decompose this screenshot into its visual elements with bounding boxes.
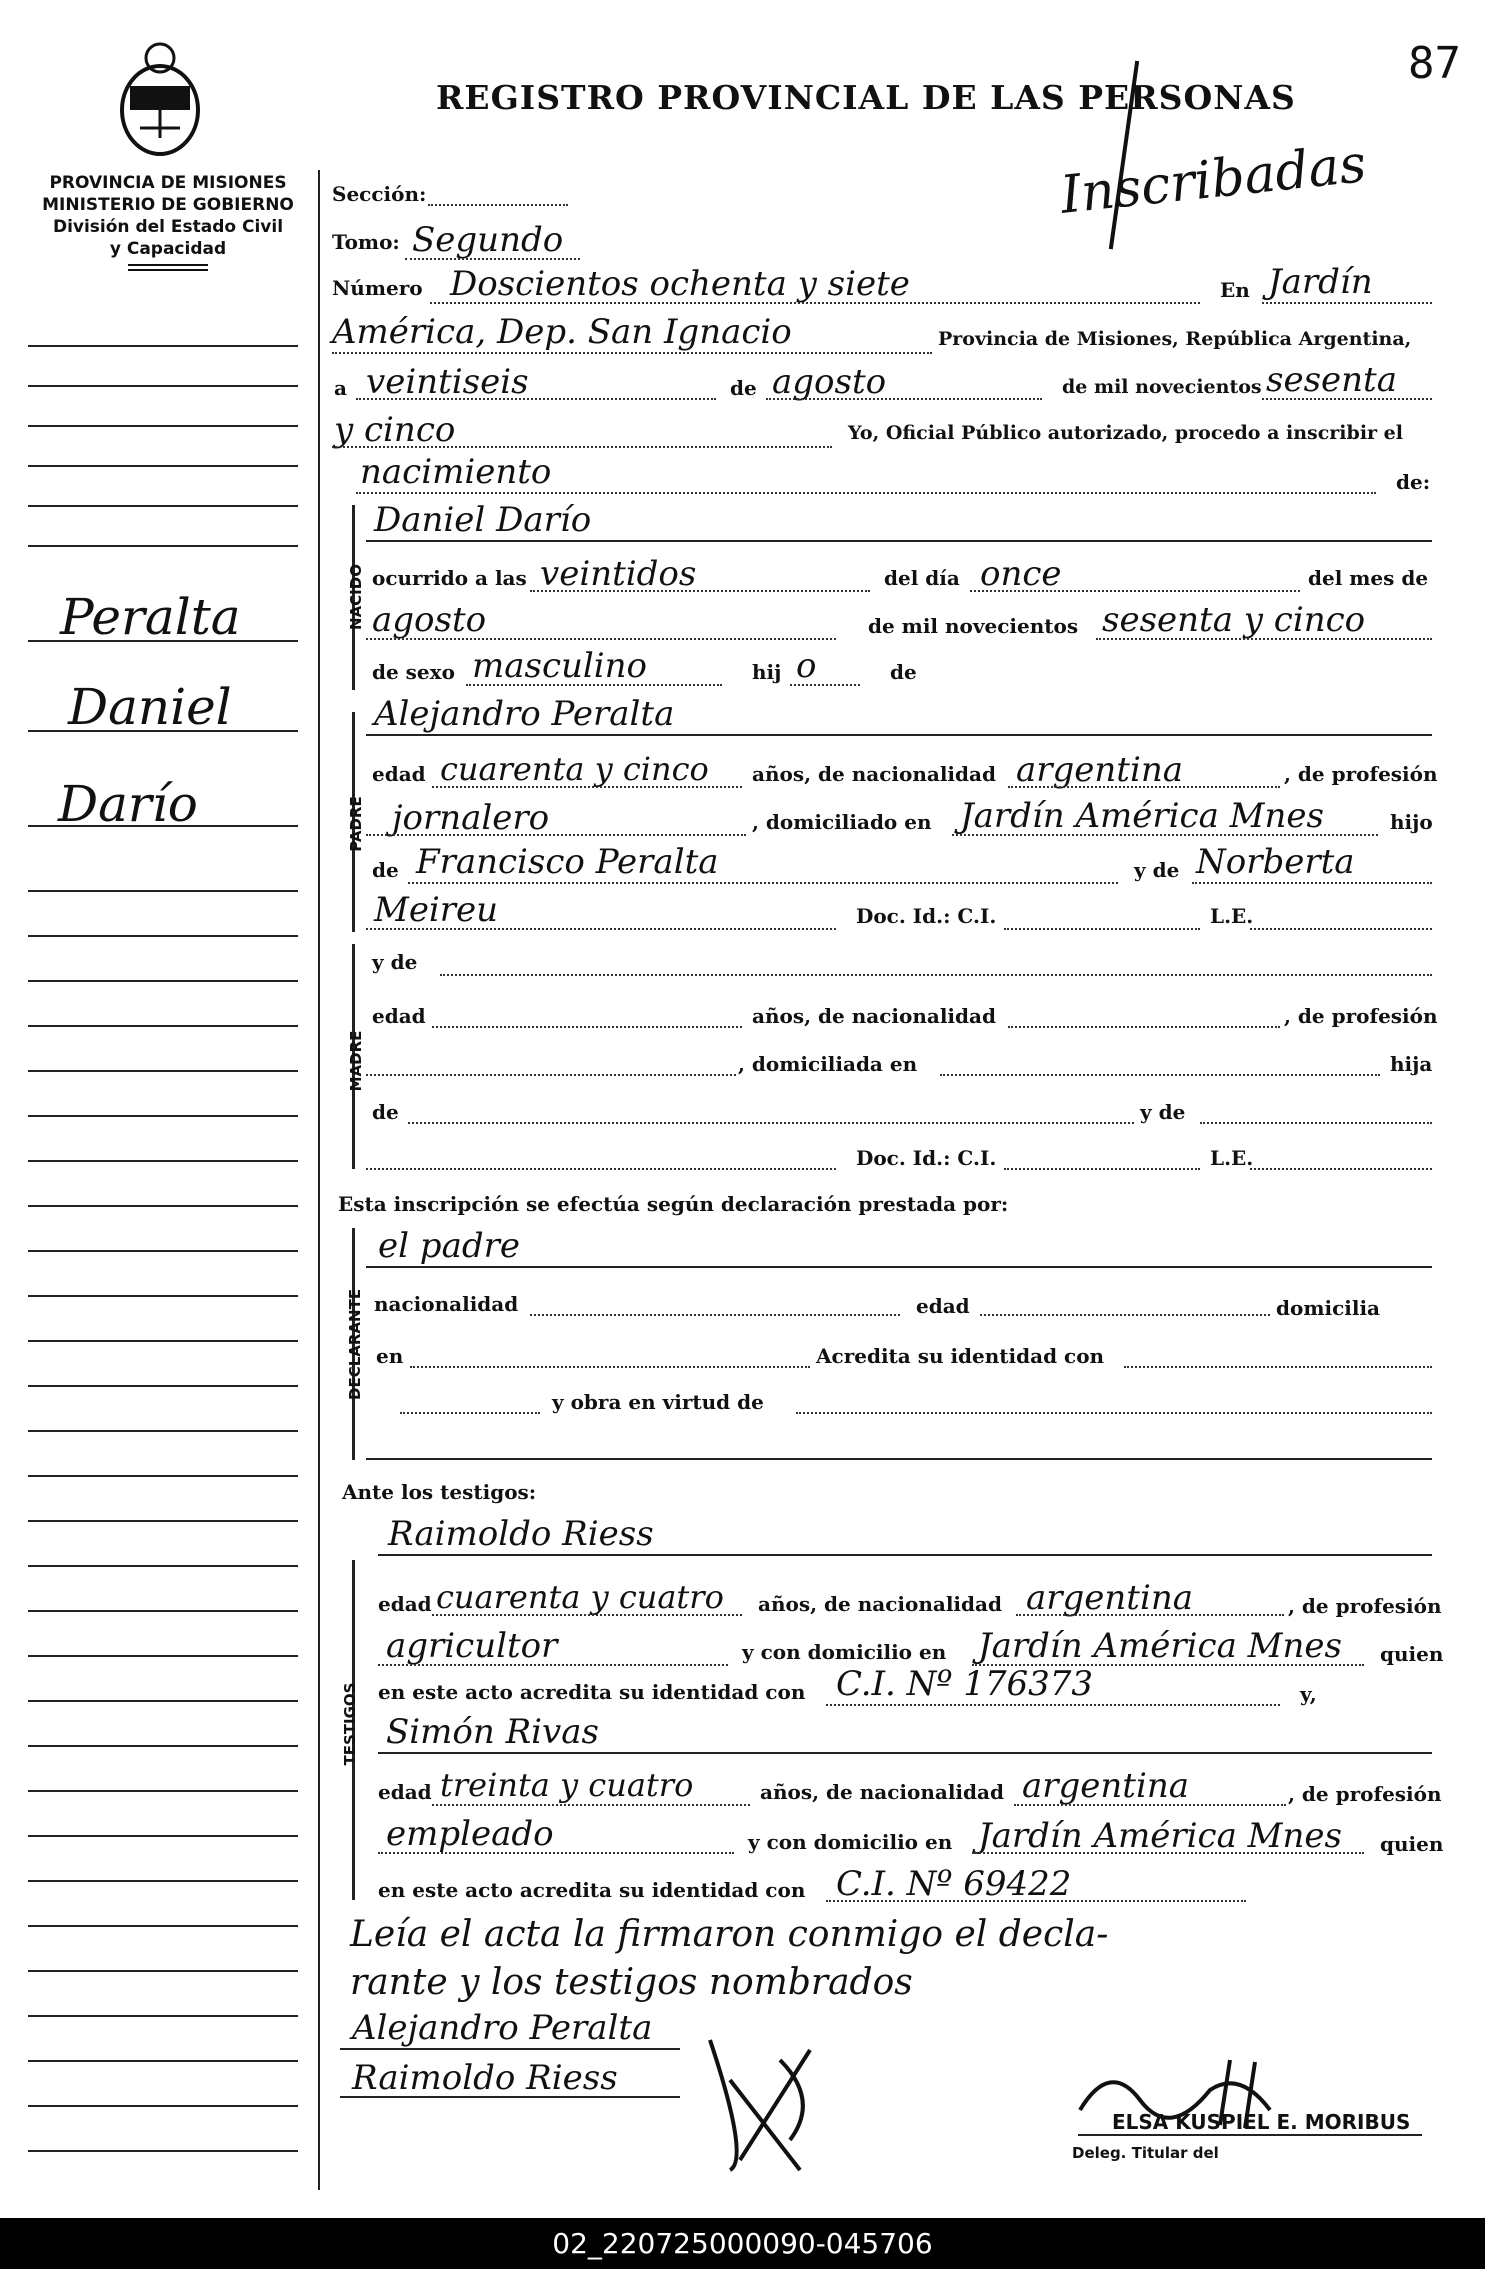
- de-label: de: [730, 376, 757, 400]
- madre-profesion-label: , de profesión: [1284, 1004, 1438, 1028]
- testigo1-domicilio-value: Jardín América Mnes: [978, 1626, 1342, 1666]
- padre-nombre-line: [366, 734, 1432, 736]
- testigo2-anios-label: años, de nacionalidad: [760, 1780, 1004, 1804]
- padre-domicilio-value: Jardín América Mnes: [960, 796, 1324, 836]
- dia-inscripcion-value: veintiseis: [366, 362, 529, 402]
- declarante-line: [366, 1266, 1432, 1268]
- signature-line-2: [340, 2096, 680, 2098]
- padre-domicilio-line: [952, 834, 1378, 836]
- header-line-1: PROVINCIA DE MISIONES: [49, 173, 287, 193]
- declarante-edad-label: edad: [916, 1294, 970, 1318]
- footer-bar: [0, 2218, 1485, 2269]
- margin-line: [28, 1295, 298, 1297]
- margin-line: [28, 1205, 298, 1207]
- declarante-doc-line: [400, 1412, 540, 1414]
- mes-nacimiento-line: [366, 638, 836, 640]
- margin-line: [28, 1520, 298, 1522]
- declarante-end-line: [366, 1458, 1432, 1460]
- margin-line: [28, 505, 298, 507]
- padre-profesion-label: , de profesión: [1284, 762, 1438, 786]
- madre-madre-line: [1200, 1122, 1432, 1124]
- padre-doc-label: Doc. Id.: C.I.: [856, 904, 997, 928]
- seccion-line: [428, 204, 568, 206]
- signature-declarante: Alejandro Peralta: [352, 2008, 653, 2048]
- testigos-intro-label: Ante los testigos:: [342, 1480, 537, 1504]
- de-colon-label: de:: [1396, 470, 1431, 494]
- declarante-en-line: [410, 1366, 810, 1368]
- margin-line: [28, 1745, 298, 1747]
- declarante-edad-line: [980, 1314, 1270, 1316]
- margin-line: [28, 890, 298, 892]
- hora-line: [530, 590, 870, 592]
- declarante-intro-label: Esta inscripción se efectúa según declaración prestada por:: [338, 1192, 1009, 1216]
- madre-edad-label: edad: [372, 1004, 426, 1028]
- margin-line: [28, 345, 298, 347]
- madre-domiciliada-label: , domiciliada en: [738, 1052, 918, 1076]
- lugar-value: Jardín: [1268, 262, 1373, 302]
- nacido-nombre-value: Daniel Darío: [374, 500, 592, 540]
- dia-nacimiento-line: [970, 590, 1300, 592]
- testigo2-profesion-value: empleado: [386, 1814, 554, 1854]
- testigo1-profesion-label: , de profesión: [1288, 1594, 1442, 1618]
- madre-anios-label: años, de nacionalidad: [752, 1004, 996, 1028]
- header-line-4: y Capacidad: [109, 239, 227, 259]
- mes-nacimiento-value: agosto: [372, 600, 487, 640]
- hij-value: o: [796, 646, 817, 686]
- declarante-obra-label: y obra en virtud de: [552, 1390, 764, 1414]
- numero-label: Número: [332, 276, 423, 300]
- testigo1-domicilio-label: y con domicilio en: [742, 1640, 947, 1664]
- margin-line: [28, 1115, 298, 1117]
- coat-of-arms-icon: [110, 38, 210, 158]
- declarante-en-label: en: [376, 1344, 404, 1368]
- padre-edad-value: cuarenta y cinco: [440, 750, 709, 788]
- margin-line: [28, 1430, 298, 1432]
- header-line-3: División del Estado Civil: [52, 217, 284, 237]
- declarante-nacionalidad-label: nacionalidad: [374, 1292, 519, 1316]
- nacido-de-label: de: [890, 660, 917, 684]
- page-number: 87: [1408, 38, 1461, 89]
- padre-profesion-line: [366, 834, 746, 836]
- seccion-label: Sección:: [332, 182, 427, 206]
- madre-profesion-line: [366, 1074, 736, 1076]
- official-stamp: ELSA KUSPIEL E. MORIBUS: [1112, 2110, 1411, 2134]
- padre-madre-value-2: Meireu: [374, 890, 499, 930]
- hij-line: [790, 684, 860, 686]
- tomo-value: Segundo: [412, 220, 564, 260]
- madre-padre-line: [408, 1122, 1134, 1124]
- padre-domiciliado-label: , domiciliado en: [752, 810, 932, 834]
- margin-line: [28, 2060, 298, 2062]
- testigo1-edad-value: cuarenta y cuatro: [436, 1578, 724, 1616]
- margin-line: [28, 2105, 298, 2107]
- padre-padre-line: [408, 882, 1118, 884]
- margin-firstname: Daniel: [68, 678, 232, 736]
- testigo1-y-label: y,: [1300, 1682, 1317, 1706]
- declarante-domicilia-label: domicilia: [1276, 1296, 1381, 1320]
- acto-line: [356, 492, 1376, 494]
- anio-value-2: y cinco: [334, 410, 456, 450]
- sexo-value: masculino: [472, 646, 648, 686]
- madre-domicilio-line: [940, 1074, 1380, 1076]
- page-title: REGISTRO PROVINCIAL DE LAS PERSONAS: [436, 78, 1296, 117]
- padre-de-label: de: [372, 858, 399, 882]
- margin-line: [28, 1700, 298, 1702]
- margin-line: [28, 1655, 298, 1657]
- testigo1-anios-label: años, de nacionalidad: [758, 1592, 1002, 1616]
- margin-line: [28, 1970, 298, 1972]
- nacido-nombre-line: [366, 540, 1432, 542]
- madre-y-de-label-2: y de: [1140, 1100, 1186, 1124]
- testigo1-edad-line: [432, 1614, 742, 1616]
- testigo1-nombre-value: Raimoldo Riess: [388, 1514, 654, 1554]
- margin-line: [28, 1925, 298, 1927]
- padre-edad-label: edad: [372, 762, 426, 786]
- testigo2-doc-value: C.I. Nº 69422: [836, 1864, 1072, 1904]
- testigo2-quien-label: quien: [1380, 1832, 1444, 1856]
- dia-line: [356, 398, 716, 400]
- sexo-line: [466, 684, 722, 686]
- anio-nacimiento-line: [1096, 638, 1432, 640]
- testigo2-nombre-line: [378, 1752, 1432, 1754]
- padre-section-label: PADRE: [347, 796, 365, 852]
- anio-value: sesenta: [1266, 360, 1397, 400]
- testigo2-nacionalidad-value: argentina: [1022, 1766, 1190, 1806]
- padre-le-line: [1250, 928, 1432, 930]
- status-stamp: Inscribadas: [1057, 134, 1369, 226]
- signature-line-1: [340, 2048, 680, 2050]
- testigo1-doc-line: [826, 1704, 1280, 1706]
- madre-edad-line: [432, 1026, 742, 1028]
- testigo2-nombre-value: Simón Rivas: [386, 1712, 599, 1752]
- testigo2-acredita-label: en este acto acredita su identidad con: [378, 1878, 806, 1902]
- madre-y-de-label: y de: [372, 950, 418, 974]
- header-left: [28, 172, 308, 271]
- padre-le-label: L.E.: [1210, 904, 1254, 928]
- padre-nacionalidad-value: argentina: [1016, 750, 1184, 790]
- madre-doc-line: [1004, 1168, 1200, 1170]
- madre-nacionalidad-line: [1008, 1026, 1280, 1028]
- madre-extra-line: [366, 1168, 836, 1170]
- anio-line-2: [332, 446, 832, 448]
- padre-nacionalidad-line: [1008, 786, 1280, 788]
- margin-line: [28, 1610, 298, 1612]
- margin-line: [28, 1070, 298, 1072]
- declarante-nacionalidad-line: [530, 1314, 900, 1316]
- dia-nacimiento-value: once: [980, 554, 1062, 594]
- en-label: En: [1220, 278, 1250, 302]
- testigo2-edad-value: treinta y cuatro: [440, 1766, 694, 1804]
- hora-value: veintidos: [540, 554, 697, 594]
- madre-nombre-line: [440, 974, 1432, 976]
- header-underline-2: [128, 269, 208, 271]
- declarante-acredita-line: [1124, 1366, 1432, 1368]
- closing-text-line-2: rante y los testigos nombrados: [350, 1962, 913, 2003]
- padre-madre-value: Norberta: [1196, 842, 1355, 882]
- testigo2-domicilio-line: [972, 1852, 1364, 1854]
- margin-line: [28, 1250, 298, 1252]
- hij-label: hij: [752, 660, 782, 684]
- anio-line: [1262, 398, 1432, 400]
- madre-section-label: MADRE: [347, 1030, 365, 1092]
- a-label: a: [334, 376, 347, 400]
- padre-profesion-value: jornalero: [392, 798, 550, 838]
- mil-novecientos-nac-label: de mil novecientos: [868, 614, 1079, 638]
- declarante-acredita-label: Acredita su identidad con: [816, 1344, 1105, 1368]
- testigo1-nombre-line: [378, 1554, 1432, 1556]
- tomo-line: [405, 258, 580, 260]
- margin-line: [28, 2150, 298, 2152]
- testigo2-profesion-line: [378, 1852, 734, 1854]
- footer-code: 02_220725000090-045706: [552, 2227, 933, 2260]
- closing-text-line-1: Leía el acta la firmaron conmigo el decla-: [350, 1914, 1109, 1955]
- margin-surname: Peralta: [60, 588, 241, 646]
- declarante-value: el padre: [378, 1226, 520, 1266]
- margin-line: [28, 1385, 298, 1387]
- signature-scribble-icon: [690, 2020, 860, 2180]
- margin-line: [28, 545, 298, 547]
- testigo1-profesion-value: agricultor: [386, 1626, 558, 1666]
- margin-line: [28, 1880, 298, 1882]
- mes-line: [766, 398, 1042, 400]
- declarante-section-label: DECLARANTE: [346, 1288, 364, 1400]
- padre-madre-line: [1192, 882, 1432, 884]
- testigo2-edad-label: edad: [378, 1780, 432, 1804]
- testigo1-profesion-line: [378, 1664, 728, 1666]
- padre-padre-value: Francisco Peralta: [416, 842, 719, 882]
- official-stamp-line: [1078, 2134, 1422, 2136]
- testigo1-quien-label: quien: [1380, 1642, 1444, 1666]
- padre-hijo-label: hijo: [1390, 810, 1433, 834]
- header-line-2: MINISTERIO DE GOBIERNO: [42, 195, 294, 215]
- madre-le-label: L.E.: [1210, 1146, 1254, 1170]
- padre-anios-label: años, de nacionalidad: [752, 762, 996, 786]
- margin-line: [28, 465, 298, 467]
- margin-line: [28, 1565, 298, 1567]
- margin-line: [28, 1160, 298, 1162]
- testigo2-profesion-label: , de profesión: [1288, 1782, 1442, 1806]
- header-underline: [128, 264, 208, 266]
- testigo1-nacionalidad-value: argentina: [1026, 1578, 1194, 1618]
- margin-line: [28, 1475, 298, 1477]
- provincia-label: Provincia de Misiones, República Argentina,: [938, 328, 1412, 350]
- testigo2-nacionalidad-line: [1014, 1804, 1286, 1806]
- margin-line: [28, 1340, 298, 1342]
- testigo2-edad-line: [432, 1804, 750, 1806]
- anio-nacimiento-value: sesenta y cinco: [1102, 600, 1366, 640]
- padre-doc-line: [1004, 928, 1200, 930]
- testigo2-doc-line: [826, 1900, 1246, 1902]
- madre-le-line: [1250, 1168, 1432, 1170]
- margin-line: [28, 1790, 298, 1792]
- sexo-label: de sexo: [372, 660, 455, 684]
- padre-madre-line-2: [366, 928, 836, 930]
- margin-line: [28, 2015, 298, 2017]
- del-mes-label: del mes de: [1308, 566, 1429, 590]
- testigo1-acredita-label: en este acto acredita su identidad con: [378, 1680, 806, 1704]
- margin-line: [28, 1025, 298, 1027]
- lugar-line: [1262, 302, 1432, 304]
- testigo1-edad-label: edad: [378, 1592, 432, 1616]
- declarante-obra-line: [796, 1412, 1432, 1414]
- padre-edad-line: [432, 786, 742, 788]
- ocurrido-label: ocurrido a las: [372, 566, 527, 590]
- oficial-label: Yo, Oficial Público autorizado, procedo a inscribir el: [848, 422, 1403, 444]
- margin-line: [28, 385, 298, 387]
- margin-line: [28, 1835, 298, 1837]
- del-dia-label: del día: [884, 566, 960, 590]
- madre-hija-label: hija: [1390, 1052, 1433, 1076]
- testigo2-domicilio-label: y con domicilio en: [748, 1830, 953, 1854]
- nacido-section-label: NACIDO: [347, 564, 365, 630]
- padre-y-de-label: y de: [1134, 858, 1180, 882]
- margin-line: [28, 980, 298, 982]
- margin-line: [28, 935, 298, 937]
- mes-inscripcion-value: agosto: [772, 362, 887, 402]
- testigo1-nacionalidad-line: [1016, 1614, 1284, 1616]
- numero-value: Doscientos ochenta y siete: [450, 264, 910, 304]
- padre-nombre-value: Alejandro Peralta: [374, 694, 675, 734]
- lugar-value-2: América, Dep. San Ignacio: [332, 312, 792, 352]
- testigos-section-label: TESTIGOS: [341, 1682, 359, 1766]
- tomo-label: Tomo:: [332, 230, 400, 254]
- mil-novecientos-label: de mil novecientos: [1062, 376, 1262, 398]
- acto-value: nacimiento: [360, 452, 552, 492]
- margin-secondname: Darío: [58, 775, 198, 833]
- lugar-line-2: [332, 352, 932, 354]
- numero-line: [430, 302, 1200, 304]
- official-title: Deleg. Titular del: [1072, 2144, 1219, 2162]
- margin-line: [28, 425, 298, 427]
- margin-divider: [318, 170, 320, 2190]
- madre-de-label: de: [372, 1100, 399, 1124]
- signature-testigo: Raimoldo Riess: [352, 2058, 618, 2098]
- testigo2-domicilio-value: Jardín América Mnes: [978, 1816, 1342, 1856]
- testigo1-doc-value: C.I. Nº 176373: [836, 1664, 1093, 1704]
- madre-doc-label: Doc. Id.: C.I.: [856, 1146, 997, 1170]
